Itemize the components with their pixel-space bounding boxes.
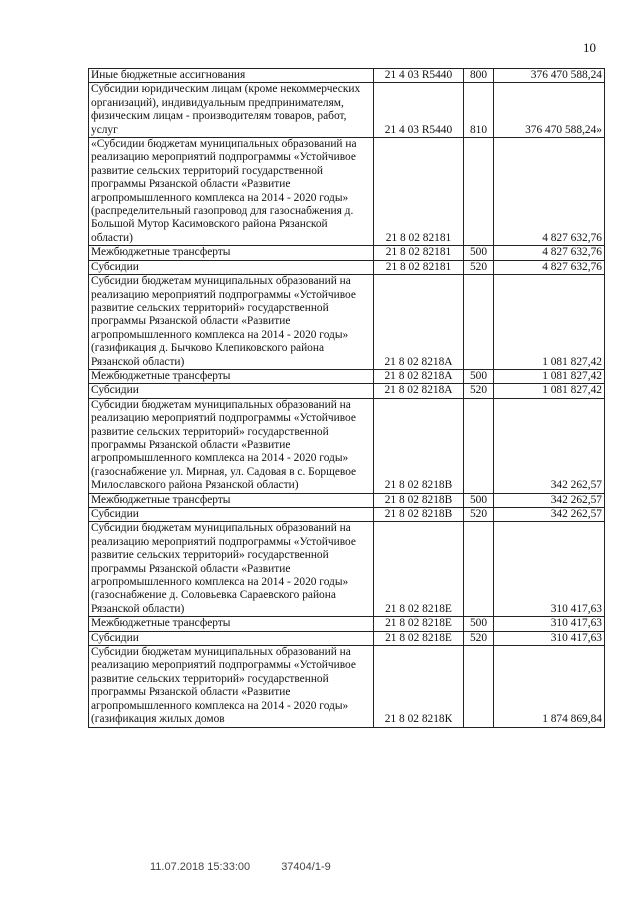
row-code: 21 8 02 8218В	[374, 493, 464, 507]
row-code: 21 8 02 8218К	[374, 646, 464, 727]
row-amount: 1 081 827,42	[494, 369, 605, 383]
row-type	[464, 275, 494, 370]
row-name: Межбюджетные трансферты	[89, 369, 374, 383]
row-code: 21 8 02 82181	[374, 138, 464, 246]
row-amount: 310 417,63	[494, 522, 605, 617]
row-code: 21 8 02 8218Е	[374, 617, 464, 631]
row-code: 21 8 02 82181	[374, 260, 464, 274]
row-type	[464, 646, 494, 727]
row-code: 21 8 02 8218Е	[374, 631, 464, 645]
row-name: Иные бюджетные ассигнования	[89, 69, 374, 83]
row-amount: 310 417,63	[494, 631, 605, 645]
row-code: 21 8 02 8218В	[374, 508, 464, 522]
row-code: 21 4 03 R5440	[374, 69, 464, 83]
row-type: 500	[464, 369, 494, 383]
row-name: Субсидии	[89, 384, 374, 398]
row-type: 520	[464, 508, 494, 522]
row-name: Субсидии	[89, 260, 374, 274]
row-code: 21 8 02 8218В	[374, 398, 464, 493]
row-amount: 4 827 632,76	[494, 138, 605, 246]
table-row	[89, 631, 605, 645]
row-amount: 1 874 869,84	[494, 646, 605, 727]
row-type: 520	[464, 384, 494, 398]
row-code: 21 8 02 82181	[374, 246, 464, 260]
budget-table	[88, 68, 605, 728]
row-amount: 376 470 588,24»	[494, 83, 605, 138]
row-amount: 376 470 588,24	[494, 69, 605, 83]
row-code: 21 8 02 8218А	[374, 369, 464, 383]
row-amount: 342 262,57	[494, 398, 605, 493]
row-name: Субсидии	[89, 508, 374, 522]
row-amount: 342 262,57	[494, 508, 605, 522]
table-row	[89, 384, 605, 398]
row-type: 800	[464, 69, 494, 83]
row-name: Межбюджетные трансферты	[89, 246, 374, 260]
row-name: Межбюджетные трансферты	[89, 493, 374, 507]
row-type	[464, 522, 494, 617]
table-row	[89, 369, 605, 383]
row-amount: 4 827 632,76	[494, 260, 605, 274]
row-name: Субсидии бюджетам муниципальных образований на реализацию мероприятий подпрограммы «Устойчивое развитие сельских территорий» государственной программы Рязанской области «Развитие агропромышленного комплекса на 2014 - 2020 годы» (газификация д. Бычково Клепиковского района Рязанской области)	[89, 275, 374, 370]
table-row	[89, 508, 605, 522]
row-amount: 1 081 827,42	[494, 275, 605, 370]
table-row	[89, 138, 605, 246]
row-name: Субсидии	[89, 631, 374, 645]
row-code: 21 8 02 8218А	[374, 275, 464, 370]
row-type	[464, 398, 494, 493]
footer-stamp	[150, 861, 359, 873]
page-number: 10	[583, 40, 596, 55]
table-row	[89, 275, 605, 370]
table-row	[89, 69, 605, 83]
table-row	[89, 246, 605, 260]
row-code: 21 8 02 8218Е	[374, 522, 464, 617]
row-type: 500	[464, 246, 494, 260]
table-row	[89, 522, 605, 617]
row-type: 520	[464, 260, 494, 274]
row-name: Субсидии юридическим лицам (кроме некоммерческих организаций), индивидуальным предпринимателям, физическим лицам - производителям товаров, работ, услуг	[89, 83, 374, 138]
footer-timestamp: 11.07.2018 15:33:00	[150, 861, 251, 873]
table-row	[89, 646, 605, 727]
row-code: 21 4 03 R5440	[374, 83, 464, 138]
row-name: Субсидии бюджетам муниципальных образований на реализацию мероприятий подпрограммы «Устойчивое развитие сельских территорий» государственной программы Рязанской области «Развитие агропромышленного комплекса на 2014 - 2020 годы» (газоснабжение ул. Мирная, ул. Садовая в с. Борщевое Милославского района Рязанской области)	[89, 398, 374, 493]
footer-doc-id: 37404/1-9	[281, 861, 331, 873]
row-name: Субсидии бюджетам муниципальных образований на реализацию мероприятий подпрограммы «Устойчивое развитие сельских территорий» государственной программы Рязанской области «Развитие агропромышленного комплекса на 2014 - 2020 годы» (газификация жилых домов	[89, 646, 374, 727]
row-name: «Субсидии бюджетам муниципальных образований на реализацию мероприятий подпрограммы «Устойчивое развитие сельских территорий государственной программы Рязанской области «Развитие агропромышленного комплекса на 2014 - 2020 годы» (распределительный газопровод для газоснабжения д. Большой Мутор Касимовского района Рязанской области)	[89, 138, 374, 246]
row-name: Субсидии бюджетам муниципальных образований на реализацию мероприятий подпрограммы «Устойчивое развитие сельских территорий» государственной программы Рязанской области «Развитие агропромышленного комплекса на 2014 - 2020 годы» (газоснабжение д. Соловьевка Сараевского района Рязанской области)	[89, 522, 374, 617]
row-amount: 4 827 632,76	[494, 246, 605, 260]
row-type	[464, 138, 494, 246]
table-row	[89, 398, 605, 493]
table-row	[89, 83, 605, 138]
row-amount: 342 262,57	[494, 493, 605, 507]
row-type: 500	[464, 493, 494, 507]
row-type: 520	[464, 631, 494, 645]
row-type: 500	[464, 617, 494, 631]
row-amount: 1 081 827,42	[494, 384, 605, 398]
table-row	[89, 493, 605, 507]
row-type: 810	[464, 83, 494, 138]
row-name: Межбюджетные трансферты	[89, 617, 374, 631]
table-row	[89, 617, 605, 631]
table-row	[89, 260, 605, 274]
row-code: 21 8 02 8218А	[374, 384, 464, 398]
row-amount: 310 417,63	[494, 617, 605, 631]
